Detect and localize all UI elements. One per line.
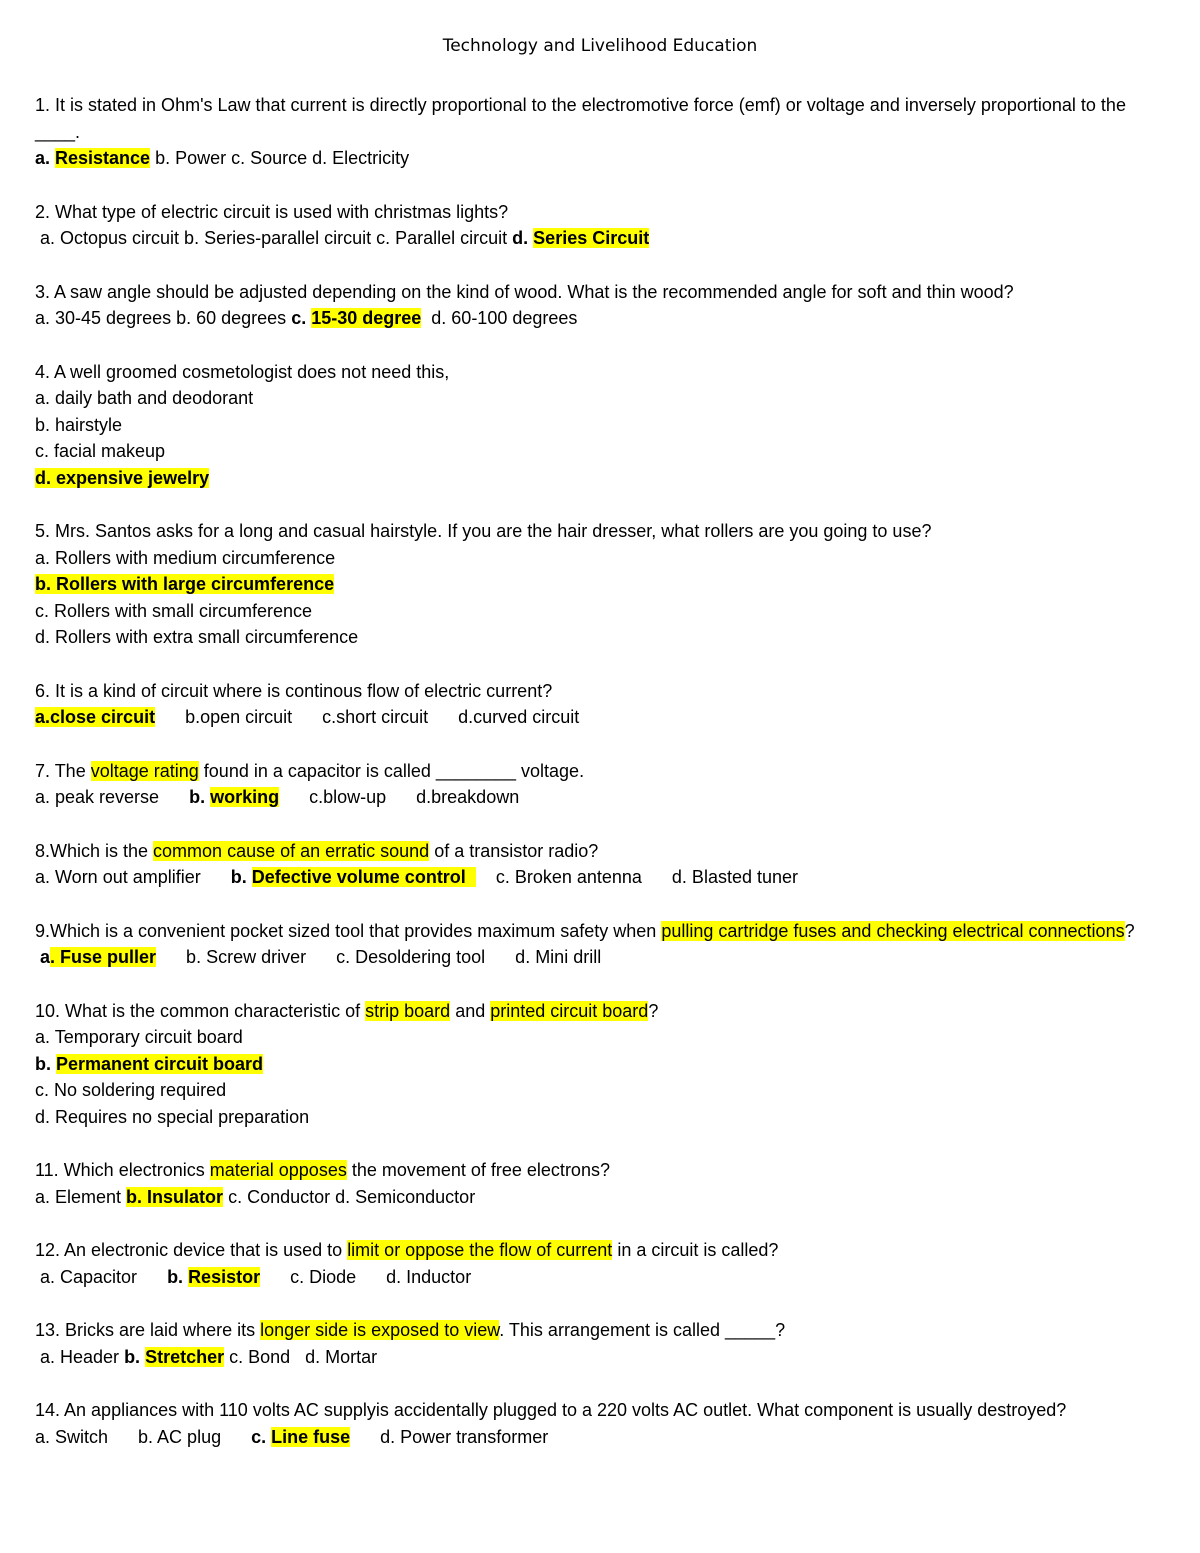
text-segment: d. Power transformer — [350, 1426, 549, 1447]
question-9 — [35, 918, 1170, 971]
highlighted-text: Permanent circuit board — [56, 1053, 264, 1074]
text-segment: a. Capacitor — [35, 1266, 168, 1287]
highlighted-text: limit or oppose the flow of current — [347, 1240, 613, 1260]
text-segment: b. — [189, 787, 211, 807]
question-text — [35, 678, 1170, 705]
text-segment: a. Rollers with medium circumference — [35, 547, 336, 568]
highlighted-text: strip board — [365, 1000, 451, 1021]
text-segment: 6. It is a kind of circuit where is continous flow of electric current? — [35, 680, 553, 701]
answer-option-line — [35, 571, 1170, 598]
highlighted-text: d. expensive jewelry — [35, 467, 210, 488]
answer-option-line — [35, 145, 1170, 172]
highlighted-text: b. Insulator — [126, 1186, 224, 1207]
question-14 — [35, 1397, 1170, 1450]
question-2 — [35, 199, 1170, 252]
answer-option-line — [35, 1104, 1170, 1131]
question-text — [35, 1317, 1170, 1344]
answer-option-line — [35, 1024, 1170, 1051]
answer-option-line — [35, 385, 1170, 412]
answer-option-line — [35, 624, 1170, 651]
question-13 — [35, 1317, 1170, 1370]
text-segment: and — [450, 1000, 491, 1021]
question-1 — [35, 92, 1170, 172]
text-segment: 1. It is stated in Ohm's Law that current is directly proportional to the electromotive force (emf) or voltage and inversely proportional to the ____. — [35, 95, 1126, 142]
answer-option-line — [35, 438, 1170, 465]
text-segment: d. Rollers with extra small circumference — [35, 627, 359, 647]
question-11 — [35, 1157, 1170, 1210]
highlighted-text: Stretcher — [145, 1346, 225, 1367]
highlighted-text: Resistor — [188, 1266, 261, 1287]
text-segment: b. hairstyle — [35, 414, 123, 435]
text-segment: c. Bond d. Mortar — [224, 1346, 378, 1367]
highlighted-text: Defective volume control — [251, 867, 476, 887]
text-segment: c.blow-up d.breakdown — [279, 787, 520, 807]
text-segment: the movement of free electrons? — [346, 1160, 610, 1180]
question-text — [35, 1397, 1170, 1424]
question-text — [35, 279, 1170, 306]
text-segment: 3. A saw angle should be adjusted depending on the kind of wood. What is the recommended angle for soft and thin wood? — [35, 281, 1014, 302]
text-segment: a. peak reverse — [35, 787, 190, 807]
text-segment: 4. A well groomed cosmetologist does not need this, — [35, 361, 450, 382]
text-segment: a — [35, 947, 51, 967]
highlighted-text: pulling cartridge fuses and checking electrical connections — [661, 920, 1125, 941]
question-12 — [35, 1237, 1170, 1290]
text-segment: 8.Which is the — [35, 840, 154, 861]
answer-option-line — [35, 704, 1170, 731]
text-segment: c. No soldering required — [35, 1080, 227, 1100]
text-segment: 5. Mrs. Santos asks for a long and casual hairstyle. If you are the hair dresser, what rollers are you going to use? — [35, 521, 932, 541]
answer-option-line — [35, 784, 1170, 811]
text-segment: d. — [512, 228, 534, 248]
text-segment: b. Power c. Source d. Electricity — [150, 148, 410, 168]
highlighted-text: 15-30 degree — [311, 308, 422, 328]
question-text — [35, 359, 1170, 386]
text-segment: 13. Bricks are laid where its — [35, 1320, 261, 1340]
highlighted-text: longer side is exposed to view — [260, 1320, 500, 1340]
text-segment: ? — [1124, 920, 1135, 941]
text-segment: c. Rollers with small circumference — [35, 600, 313, 621]
answer-option-line — [35, 545, 1170, 572]
answer-option-line — [35, 225, 1170, 252]
text-segment: b. — [35, 1053, 56, 1074]
question-list — [35, 92, 1170, 1477]
answer-option-line — [35, 412, 1170, 439]
highlighted-text: Series Circuit — [533, 228, 650, 248]
highlighted-text: working — [210, 787, 280, 807]
text-segment: 10. What is the common characteristic of — [35, 1000, 366, 1021]
answer-option-line — [35, 864, 1170, 891]
highlighted-text: b. Rollers with large circumference — [35, 574, 335, 594]
question-text — [35, 1157, 1170, 1184]
text-segment: a. Temporary circuit board — [35, 1027, 243, 1047]
text-segment: 14. An appliances with 110 volts AC supplyis accidentally plugged to a 220 volts AC outlet. What component is usually destroyed? — [35, 1400, 1067, 1420]
text-segment: c. — [251, 1426, 272, 1447]
text-segment: b. — [124, 1346, 146, 1367]
text-segment: 9.Which is a convenient pocket sized tool that provides maximum safety when — [35, 920, 662, 941]
text-segment: b. — [230, 867, 252, 887]
highlighted-text: printed circuit board — [490, 1000, 649, 1021]
question-text — [35, 518, 1170, 545]
text-segment: 12. An electronic device that is used to — [35, 1240, 348, 1260]
text-segment: a. Element — [35, 1186, 127, 1207]
text-segment: 7. The — [35, 760, 91, 781]
answer-option-line — [35, 1077, 1170, 1104]
text-segment: of a transistor radio? — [429, 840, 599, 861]
text-segment: in a circuit is called? — [612, 1240, 779, 1260]
highlighted-text: Line fuse — [271, 1426, 351, 1447]
text-segment: b.open circuit c.short circuit d.curved circuit — [155, 707, 580, 727]
question-7 — [35, 758, 1170, 811]
question-text — [35, 758, 1170, 785]
text-segment: 2. What type of electric circuit is used with christmas lights? — [35, 201, 509, 222]
text-segment: a. Header — [35, 1346, 125, 1367]
question-8 — [35, 838, 1170, 891]
text-segment: found in a capacitor is called ________ voltage. — [198, 760, 585, 781]
text-segment: b. — [167, 1266, 189, 1287]
question-5 — [35, 518, 1170, 651]
text-segment: c. facial makeup — [35, 441, 166, 461]
text-segment: a. Switch b. AC plug — [35, 1426, 252, 1447]
text-segment: d. Requires no special preparation — [35, 1106, 310, 1127]
question-text — [35, 92, 1170, 145]
answer-option-line — [35, 305, 1170, 332]
question-text — [35, 918, 1170, 945]
text-segment: c. Diode d. Inductor — [260, 1266, 472, 1287]
text-segment: a. Octopus circuit b. Series-parallel circuit c. Parallel circuit — [35, 228, 513, 248]
highlighted-text: voltage rating — [90, 760, 199, 781]
question-10 — [35, 998, 1170, 1131]
text-segment: c. Broken antenna d. Blasted tuner — [475, 867, 799, 887]
question-text — [35, 1237, 1170, 1264]
answer-option-line — [35, 1184, 1170, 1211]
text-segment: a. 30-45 degrees b. 60 degrees — [35, 308, 292, 328]
page-title: Technology and Livelihood Education — [442, 36, 758, 56]
highlighted-text: Resistance — [55, 148, 151, 168]
answer-option-line — [35, 1051, 1170, 1078]
text-segment: ? — [648, 1000, 659, 1021]
text-segment: b. Screw driver c. Desoldering tool d. Mini drill — [156, 947, 602, 967]
text-segment: 11. Which electronics — [35, 1160, 210, 1180]
answer-option-line — [35, 598, 1170, 625]
answer-option-line — [35, 1344, 1170, 1371]
highlighted-text: a.close circuit — [35, 707, 156, 727]
question-text — [35, 838, 1170, 865]
text-segment: a. Worn out amplifier — [35, 867, 231, 887]
question-text — [35, 998, 1170, 1025]
text-segment: c. Conductor d. Semiconductor — [223, 1186, 476, 1207]
question-3 — [35, 279, 1170, 332]
text-segment: c. — [291, 308, 312, 328]
text-segment: a. daily bath and deodorant — [35, 388, 254, 408]
text-segment: a. — [35, 148, 56, 168]
highlighted-text: material opposes — [209, 1160, 347, 1180]
question-text — [35, 199, 1170, 226]
text-segment: . This arrangement is called _____? — [499, 1320, 786, 1340]
text-segment: d. 60-100 degrees — [421, 308, 578, 328]
highlighted-text: common cause of an erratic sound — [153, 840, 430, 861]
question-6 — [35, 678, 1170, 731]
answer-option-line — [35, 465, 1170, 492]
answer-option-line — [35, 1424, 1170, 1451]
highlighted-text: . Fuse puller — [50, 947, 157, 967]
answer-option-line — [35, 1264, 1170, 1291]
answer-option-line — [35, 944, 1170, 971]
question-4 — [35, 359, 1170, 492]
